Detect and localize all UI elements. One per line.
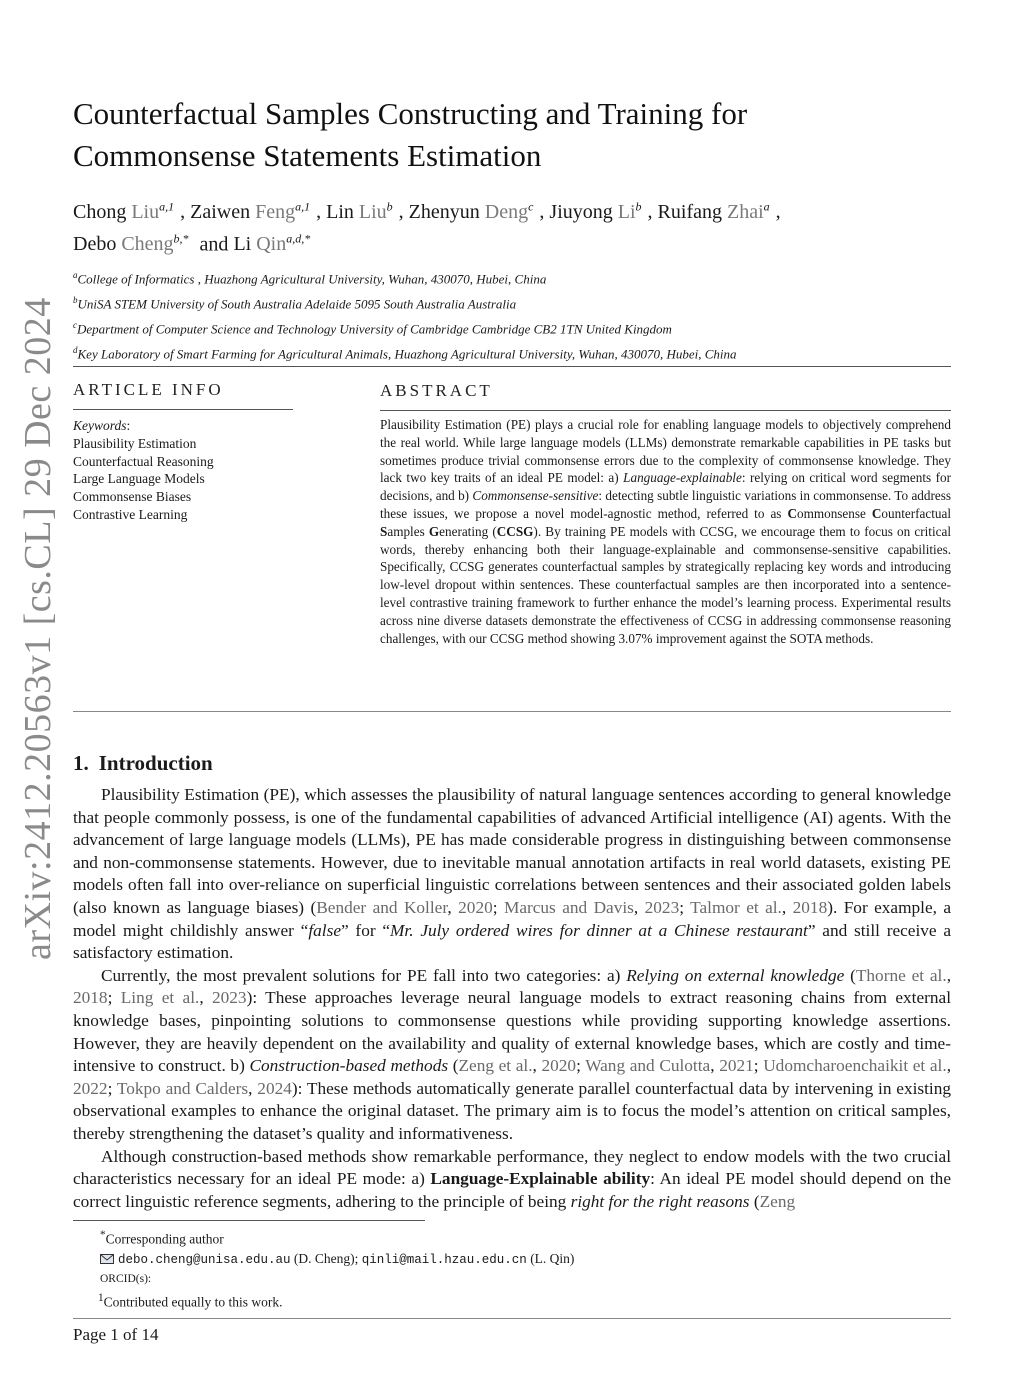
author-name: Chong Liu$^{a,1}$	[73, 199, 175, 223]
method-word: ounterfactual	[881, 505, 951, 521]
citation-link[interactable]: 2023	[212, 988, 247, 1008]
emphasis: false	[308, 920, 341, 940]
text-run: ,	[946, 965, 952, 985]
affiliation-line	[73, 340, 953, 365]
affiliation-marker: a	[73, 270, 78, 280]
keyword: Counterfactual Reasoning	[73, 453, 214, 469]
author-surname-link[interactable]: Li	[617, 200, 636, 223]
citation-link[interactable]: Zeng	[759, 1191, 796, 1211]
keyword: Large Language Models	[73, 471, 205, 487]
text-run: ). For example, a model might childishly answer “	[73, 897, 952, 940]
envelope-icon	[100, 1254, 114, 1264]
author-surname-link[interactable]: Qin	[256, 233, 287, 256]
citation-link[interactable]: Marcus and Davis	[503, 897, 634, 917]
citation-link[interactable]: Talmor et al.	[690, 897, 782, 917]
citation-link[interactable]: Thorne et al.	[855, 965, 947, 985]
affiliation-text: College of Informatics , Huazhong Agricultural University, Wuhan, 430070, Hubei, China	[77, 271, 547, 287]
method-initial: G	[428, 523, 440, 539]
citation-link[interactable]: Tokpo and Calders	[116, 1078, 249, 1098]
affiliation-line	[73, 290, 953, 315]
text-run: (	[448, 1056, 459, 1076]
affiliation-text: UniSA STEM University of South Australia Adelaide 5095 South Australia Australia	[77, 296, 517, 312]
author-affiliation-marker: a,1	[159, 199, 175, 213]
intro-paragraph-1	[73, 784, 951, 965]
citation-link[interactable]: Bender and Koller	[316, 897, 448, 917]
author-surname-link[interactable]: Liu	[358, 200, 387, 223]
author-surname-link[interactable]: Cheng	[121, 233, 174, 256]
citation-link[interactable]: Zeng et al.	[458, 1056, 533, 1076]
citation-link[interactable]: 2021	[719, 1056, 754, 1076]
page-footer-rule	[73, 1318, 951, 1319]
author-name: Zhenyun Deng$^c$	[408, 199, 534, 223]
author-name: Ruifang Zhai$^a$	[657, 199, 770, 223]
method-initial: C	[787, 505, 797, 521]
author-affiliation-marker: b	[386, 199, 393, 213]
emphasis: right for the right reasons	[570, 1191, 750, 1211]
abstract-rule	[380, 410, 951, 411]
author-surname-link[interactable]: Liu	[131, 200, 160, 223]
citation-link[interactable]: 2018	[792, 897, 828, 917]
keyword: Plausibility Estimation	[73, 435, 197, 451]
page-number: Page 1 of 14	[73, 1325, 159, 1344]
author-affiliation-marker: b	[635, 199, 642, 213]
abstract-heading: ABSTRACT	[380, 381, 493, 400]
text-run: ” for “	[341, 920, 391, 940]
text-run: ,	[532, 1056, 542, 1076]
method-initial: S	[380, 523, 388, 539]
text-run: ,	[781, 897, 793, 917]
method-word: ommonsense	[797, 505, 872, 521]
header-divider	[73, 366, 951, 367]
text-run: ,	[248, 1078, 258, 1098]
keyword: Contrastive Learning	[73, 506, 188, 522]
text-run: ): These approaches leverage neural language models to extract reasoning chains from external knowledge bases, pinpointing solutions to commonsense questions while providing supporting knowledge assertions. However, they are heavily dependent on the availability and quality of external knowledge bases, which are costly and time-intensive to construct. b)	[73, 988, 952, 1076]
text-run: ,	[946, 1056, 952, 1076]
affiliation-text: Department of Computer Science and Technology University of Cambridge Cambridge CB2 1TN United Kingdom	[77, 321, 672, 337]
text-run: ,	[447, 897, 459, 917]
citation-link[interactable]: 2020	[458, 897, 493, 917]
title-line-2: Commonsense Statements Estimation	[73, 138, 542, 173]
author-surname-link[interactable]: Zhai	[726, 200, 764, 223]
method-word: enerating	[439, 523, 489, 539]
text-run: ;	[107, 988, 121, 1008]
abstract-text: Plausibility Estimation (PE) plays a crucial role for enabling language models to objectively comprehend the real world. While large language models (LLMs) demonstrate remarkable capabilities in PE tasks but sometimes produce trivial commonsense errors due to the complexity of commonsense knowledge. They lack two key traits of an ideal PE model: a) Language-explainable: relying on critical word segments for decisions, and b) Commonsense-sensitive: detecting subtle linguistic variations in commonsense. To address these issues, we propose a novel model-agnostic method, referred to as Commonsense Counterfactual Samples Generating (CCSG). By training PE models with CCSG, we encourage them to focus on critical words, thereby enhancing both their language-explainable and commonsense-sensitive capabilities. Specifically, CCSG generates counterfactual samples by strategically replacing key words and introducing low-level dropout within sentences. These counterfactual samples are then incorporated into a sentence-level contrastive training framework to further enhance the model’s learning process. Experimental results across nine diverse datasets demonstrate the effectiveness of CCSG in addressing commonsense reasoning challenges, with our CCSG method showing 3.07% improvement against the SOTA methods.	[380, 417, 952, 646]
bold-term: Language-Explainable ability	[430, 1169, 651, 1189]
emphasis: Mr. July ordered wires for dinner at a Chinese restaurant	[390, 920, 808, 940]
author-affiliation-marker: a	[763, 199, 770, 213]
affiliations	[73, 265, 953, 365]
author-surname-link[interactable]: Feng	[255, 200, 296, 223]
text-run: : An ideal PE model should depend on the correct linguistic reference segments, adhering to the principle of being	[73, 1169, 951, 1211]
text-run: ): These methods automatically generate parallel counterfactual data by intervening in existing observational examples to enhance the original dataset. The primary aim is to focus the model’s attention on critical samples, thereby strengthening the dataset’s quality and informativeness.	[73, 1078, 952, 1143]
email-cheng[interactable]: debo.cheng@unisa.edu.au	[118, 1252, 291, 1267]
text-run: ;	[107, 1078, 117, 1098]
author-affiliation-marker: a,1	[295, 199, 311, 213]
emphasis: Relying on external knowledge	[626, 965, 845, 985]
citation-link[interactable]: 2018	[73, 988, 108, 1008]
author-affiliation-marker: c	[528, 199, 534, 213]
introduction-body	[73, 784, 951, 1213]
footnote-rule	[73, 1220, 425, 1221]
author-name: Debo Cheng$^{b,*}$	[73, 231, 189, 256]
text-run: ” and still receive a satisfactory estimation.	[73, 920, 952, 963]
emphasis: Construction-based methods	[249, 1056, 449, 1076]
text-run: ,	[199, 988, 212, 1008]
author-name: Lin Liu$^b$	[326, 199, 393, 223]
section-heading-introduction: 1. Introduction	[73, 751, 213, 775]
method-initial: C	[871, 505, 882, 521]
keywords-label: Keywords	[73, 418, 127, 433]
paper-title	[73, 93, 953, 177]
text-run: ;	[576, 1056, 586, 1076]
text-run: ;	[492, 897, 504, 917]
arxiv-stamp: arXiv:2412.20563v1 [cs.CL] 29 Dec 2024	[17, 297, 59, 960]
citation-link[interactable]: 2022	[73, 1078, 108, 1098]
affiliation-line	[73, 265, 953, 290]
affiliation-text: Key Laboratory of Smart Farming for Agricultural Animals, Huazhong Agricultural University, Wuhan, 430070, Hubei, China	[77, 346, 737, 362]
author-name: Li Qin$^{a,d,*}$	[233, 231, 311, 256]
title-line-1: Counterfactual Samples Constructing and Training for	[73, 96, 748, 131]
text-run: (	[844, 965, 856, 985]
author-affiliation-marker: b,*	[173, 231, 189, 246]
email-qin[interactable]: qinli@mail.hzau.edu.cn	[361, 1252, 527, 1267]
citation-link[interactable]: 2024	[257, 1078, 292, 1098]
article-info-rule	[73, 409, 293, 410]
author-surname-link[interactable]: Deng	[484, 200, 529, 223]
orcid-label: ORCID(s):	[100, 1272, 152, 1285]
text-run: (	[749, 1191, 760, 1211]
footnotes: *Corresponding author debo.cheng@unisa.edu.au (D. Cheng); qinli@mail.hzau.edu.cn (L. Qin) ORCID(s): $^1$Contributed equally to this work.	[98, 1229, 575, 1309]
author-affiliation-marker: a,d,*	[286, 231, 311, 246]
affiliation-marker: d	[73, 344, 78, 355]
citation-link[interactable]: 2020	[541, 1056, 577, 1076]
intro-paragraph-3	[73, 1146, 951, 1214]
affiliation-marker: b	[73, 294, 78, 305]
text-run: Although construction-based methods show remarkable performance, they neglect to endow models with the two crucial characteristics necessary for an ideal PE mode: a)	[73, 1146, 951, 1189]
keywords-block: Keywords: Plausibility Estimation Counterfactual Reasoning Large Language Models Commonsense Biases Contrastive Learning	[73, 418, 214, 522]
citation-link[interactable]: Wang and Culotta	[585, 1056, 711, 1076]
method-word: amples	[387, 523, 429, 539]
citation-link[interactable]: Udomcharoenchaikit et al.	[763, 1056, 947, 1076]
abstract-divider	[73, 711, 951, 712]
text-run: ;	[753, 1056, 764, 1076]
citation-link[interactable]: Ling et al.	[120, 988, 200, 1008]
text-run: ,	[633, 897, 645, 917]
author-name: Jiuyong Li$^b$	[549, 199, 642, 223]
citation-link[interactable]: 2023	[644, 897, 680, 917]
keyword: Commonsense Biases	[73, 489, 192, 505]
affiliation-line	[73, 315, 953, 340]
article-info-heading: ARTICLE INFO	[73, 380, 224, 399]
text-run: ;	[679, 897, 691, 917]
author-list: Chong Liu$^{a,1}$ , Zaiwen Feng$^{a,1}$ , Lin Liu$^b$ , Zhenyun Deng$^c$ , Jiuyong Li$^b$ , Ruifang Zhai$^a$ , Debo Cheng$^{b,*}$ and Li Qin$^{a,d,*}$	[73, 199, 781, 256]
author-name: Zaiwen Feng$^{a,1}$	[190, 199, 311, 223]
text-run: Currently, the most prevalent solutions for PE fall into two categories: a)	[101, 965, 627, 985]
intro-paragraph-2	[73, 965, 951, 1146]
text-run: Plausibility Estimation (PE), which assesses the plausibility of natural language sentences according to general knowledge that people commonly possess, is one of the fundamental capabilities of advanced Artificial intelligence (AI) agents. With the advancement of large language models (LLMs), PE has made considerable progress in distinguishing between commonsense and non-commonsense statements. However, due to inevitable manual annotation artifacts in real world datasets, existing PE models often fall into over-reliance on superficial linguistic correlations between sentences and their associated golden labels (also known as language biases) (	[73, 785, 951, 917]
affiliation-marker: c	[73, 319, 77, 330]
text-run: ,	[710, 1056, 720, 1076]
